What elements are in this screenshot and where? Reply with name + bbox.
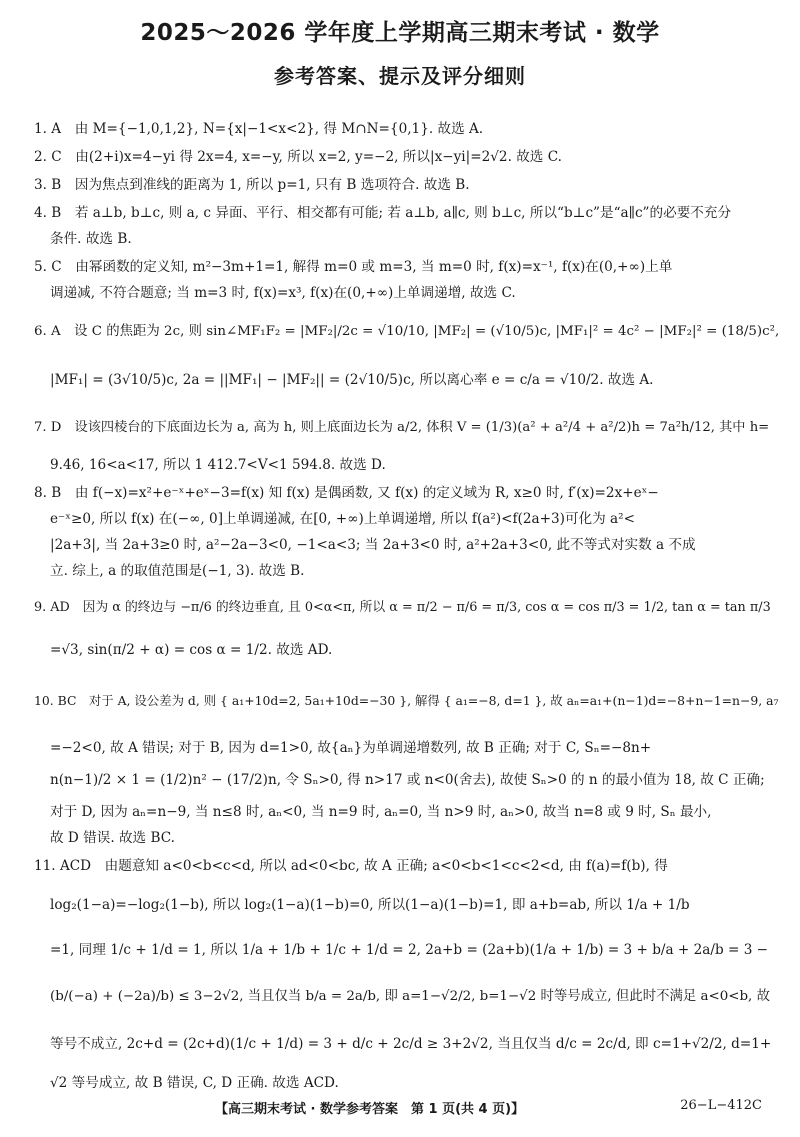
answer-line: =1, 同理 1/c + 1/d = 1, 所以 1/a + 1/b + 1/c + 1/d = 2, 2a+b = (2a+b)(1/a + 1/b) = 3 + b/a + 2a/b = 3 − — [50, 942, 769, 958]
answer-line: √2 等号成立, 故 B 错误, C, D 正确. 故选 ACD. — [50, 1075, 339, 1091]
answer-line: 对于 D, 因为 aₙ=n−9, 当 n≤8 时, aₙ<0, 当 n=9 时, aₙ=0, 当 n>9 时, aₙ>0, 故当 n=8 或 9 时, Sₙ 最小, — [50, 804, 712, 820]
answer-line: 条件. 故选 B. — [50, 231, 132, 247]
answer-line: 3. B 因为焦点到准线的距离为 1, 所以 p=1, 只有 B 选项符合. 故选 B. — [34, 177, 470, 193]
footer-page-info: 【高三期末考试 · 数学参考答案 第 1 页(共 4 页)】 — [215, 1102, 525, 1117]
answer-line: =√3, sin(π/2 + α) = cos α = 1/2. 故选 AD. — [50, 642, 333, 658]
answer-line: 故 D 错误. 故选 BC. — [50, 830, 175, 846]
page-subtitle: 参考答案、提示及评分细则 — [274, 64, 526, 88]
answer-line: 10. BC 对于 A, 设公差为 d, 则 { a₁+10d=2, 5a₁+10d=−30 }, 解得 { a₁=−8, d=1 }, 故 aₙ=a₁+(n−1)d=−8+n−1=n−9, a₇ — [34, 693, 779, 708]
answer-line: 1. A 由 M={−1,0,1,2}, N={x|−1<x<2}, 得 M∩N={0,1}. 故选 A. — [34, 121, 484, 137]
answer-line: 等号不成立, 2c+d = (2c+d)(1/c + 1/d) = 3 + d/c + 2c/d ≥ 3+2√2, 当且仅当 d/c = 2c/d, 即 c=1+√2/2, d=1+ — [50, 1036, 772, 1052]
answer-line: e⁻ˣ≥0, 所以 f(x) 在(−∞, 0]上单调递减, 在[0, +∞)上单调递增, 所以 f(a²)<f(2a+3)可化为 a²< — [50, 511, 635, 527]
answer-line: 7. D 设该四棱台的下底面边长为 a, 高为 h, 则上底面边长为 a/2, 体积 V = (1/3)(a² + a²/4 + a²/2)h = 7a²h/12, 其中 h= — [34, 420, 770, 435]
page-title: 2025～2026 学年度上学期高三期末考试 · 数学 — [140, 20, 660, 46]
answer-line: 8. B 由 f(−x)=x²+e⁻ˣ+eˣ−3=f(x) 知 f(x) 是偶函数, 又 f(x) 的定义域为 R, x≥0 时, f′(x)=2x+eˣ− — [34, 485, 659, 501]
answer-line: 6. A 设 C 的焦距为 2c, 则 sin∠MF₁F₂ = |MF₂|/2c = √10/10, |MF₂| = (√10/5)c, |MF₁|² = 4c² − |MF₂|² = (18/5)c², — [34, 324, 780, 339]
answer-line: 立. 综上, a 的取值范围是(−1, 3). 故选 B. — [50, 563, 305, 579]
answer-line: 11. ACD 由题意知 a<0<b<c<d, 所以 ad<0<bc, 故 A 正确; a<0<b<1<c<2<d, 由 f(a)=f(b), 得 — [34, 858, 668, 874]
answer-line: n(n−1)/2 × 1 = (1/2)n² − (17/2)n, 令 Sₙ>0, 得 n>17 或 n<0(舍去), 故使 Sₙ>0 的 n 的最小值为 18, 故 C 正确; — [50, 772, 765, 788]
answer-line: |MF₁| = (3√10/5)c, 2a = ||MF₁| − |MF₂|| = (2√10/5)c, 所以离心率 e = c/a = √10/2. 故选 A. — [50, 372, 654, 388]
answer-line: 调递减, 不符合题意; 当 m=3 时, f(x)=x³, f(x)在(0,+∞)上单调递增, 故选 C. — [50, 285, 516, 301]
answer-line: 9. AD 因为 α 的终边与 −π/6 的终边垂直, 且 0<α<π, 所以 α = π/2 − π/6 = π/3, cos α = cos π/3 = 1/2, tan α = tan π/3 — [34, 600, 771, 615]
answer-line: 9.46, 16<a<17, 所以 1 412.7<V<1 594.8. 故选 D. — [50, 457, 386, 473]
answer-line: |2a+3|, 当 2a+3≥0 时, a²−2a−3<0, −1<a<3; 当 2a+3<0 时, a²+2a+3<0, 此不等式对实数 a 不成 — [50, 537, 696, 553]
answer-line: (b/(−a) + (−2a)/b) ≤ 3−2√2, 当且仅当 b/a = 2a/b, 即 a=1−√2/2, b=1−√2 时等号成立, 但此时不满足 a<0<b, 故 — [50, 989, 770, 1004]
answer-line: 2. C 由(2+i)x=4−yi 得 2x=4, x=−y, 所以 x=2, y=−2, 所以|x−yi|=2√2. 故选 C. — [34, 149, 562, 165]
footer-code: 26−L−412C — [680, 1098, 762, 1113]
answer-line: 5. C 由幂函数的定义知, m²−3m+1=1, 解得 m=0 或 m=3, 当 m=0 时, f(x)=x⁻¹, f(x)在(0,+∞)上单 — [34, 259, 673, 275]
answer-line: 4. B 若 a⊥b, b⊥c, 则 a, c 异面、平行、相交都有可能; 若 a⊥b, a∥c, 则 b⊥c, 所以“b⊥c”是“a∥c”的必要不充分 — [34, 205, 732, 221]
answer-line: log₂(1−a)=−log₂(1−b), 所以 log₂(1−a)(1−b)=0, 所以(1−a)(1−b)=1, 即 a+b=ab, 所以 1/a + 1/b — [50, 897, 690, 913]
answer-line: =−2<0, 故 A 错误; 对于 B, 因为 d=1>0, 故{aₙ}为单调递增数列, 故 B 正确; 对于 C, Sₙ=−8n+ — [50, 740, 652, 756]
